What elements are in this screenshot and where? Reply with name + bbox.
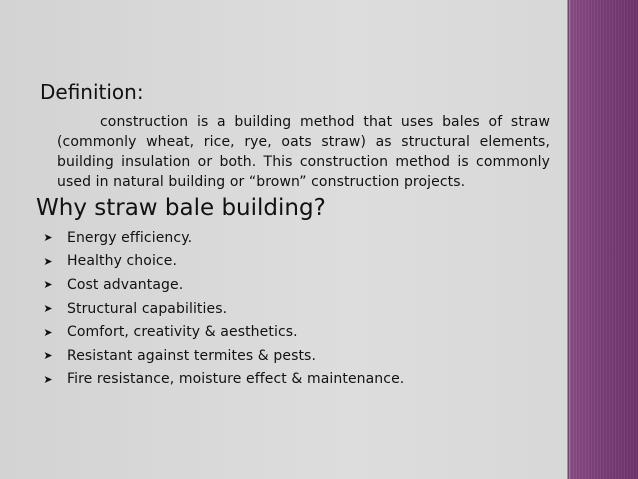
benefits-list: [38, 226, 538, 391]
list-item-text: Cost advantage.: [67, 276, 184, 293]
arrowhead-bullet-icon: ➤: [43, 372, 53, 386]
list-item: [38, 273, 538, 297]
list-item: [38, 250, 538, 274]
arrowhead-bullet-icon: ➤: [43, 254, 53, 268]
arrowhead-bullet-icon: ➤: [43, 349, 53, 363]
arrowhead-bullet-icon: ➤: [43, 302, 53, 316]
list-item-text: Comfort, creativity & aesthetics.: [67, 324, 298, 341]
definition-heading: Definition:: [40, 80, 144, 104]
list-item: [38, 297, 538, 321]
arrowhead-bullet-icon: ➤: [43, 325, 53, 339]
list-item-text: Healthy choice.: [67, 253, 177, 270]
list-item-text: Energy efficiency.: [67, 229, 193, 246]
list-item-text: Fire resistance, moisture effect & maintenance.: [67, 371, 405, 388]
arrowhead-bullet-icon: ➤: [43, 278, 53, 292]
list-item: [38, 226, 538, 250]
decorative-band-edge: [569, 0, 570, 479]
list-item-text: Structural capabilities.: [67, 300, 228, 317]
why-straw-bale-heading: Why straw bale building?: [36, 195, 326, 221]
list-item: [38, 344, 538, 368]
list-item: [38, 320, 538, 344]
list-item-text: Resistant against termites & pests.: [67, 347, 316, 364]
decorative-purple-band: [567, 0, 638, 479]
list-item: [38, 368, 538, 392]
definition-paragraph: construction is a building method that uses bales of straw (commonly wheat, rice, rye, oats straw) as structural elements, building insulation or both. This construction method is commonly used in natural building or “brown” construction projects.: [57, 114, 550, 190]
arrowhead-bullet-icon: ➤: [43, 231, 53, 245]
